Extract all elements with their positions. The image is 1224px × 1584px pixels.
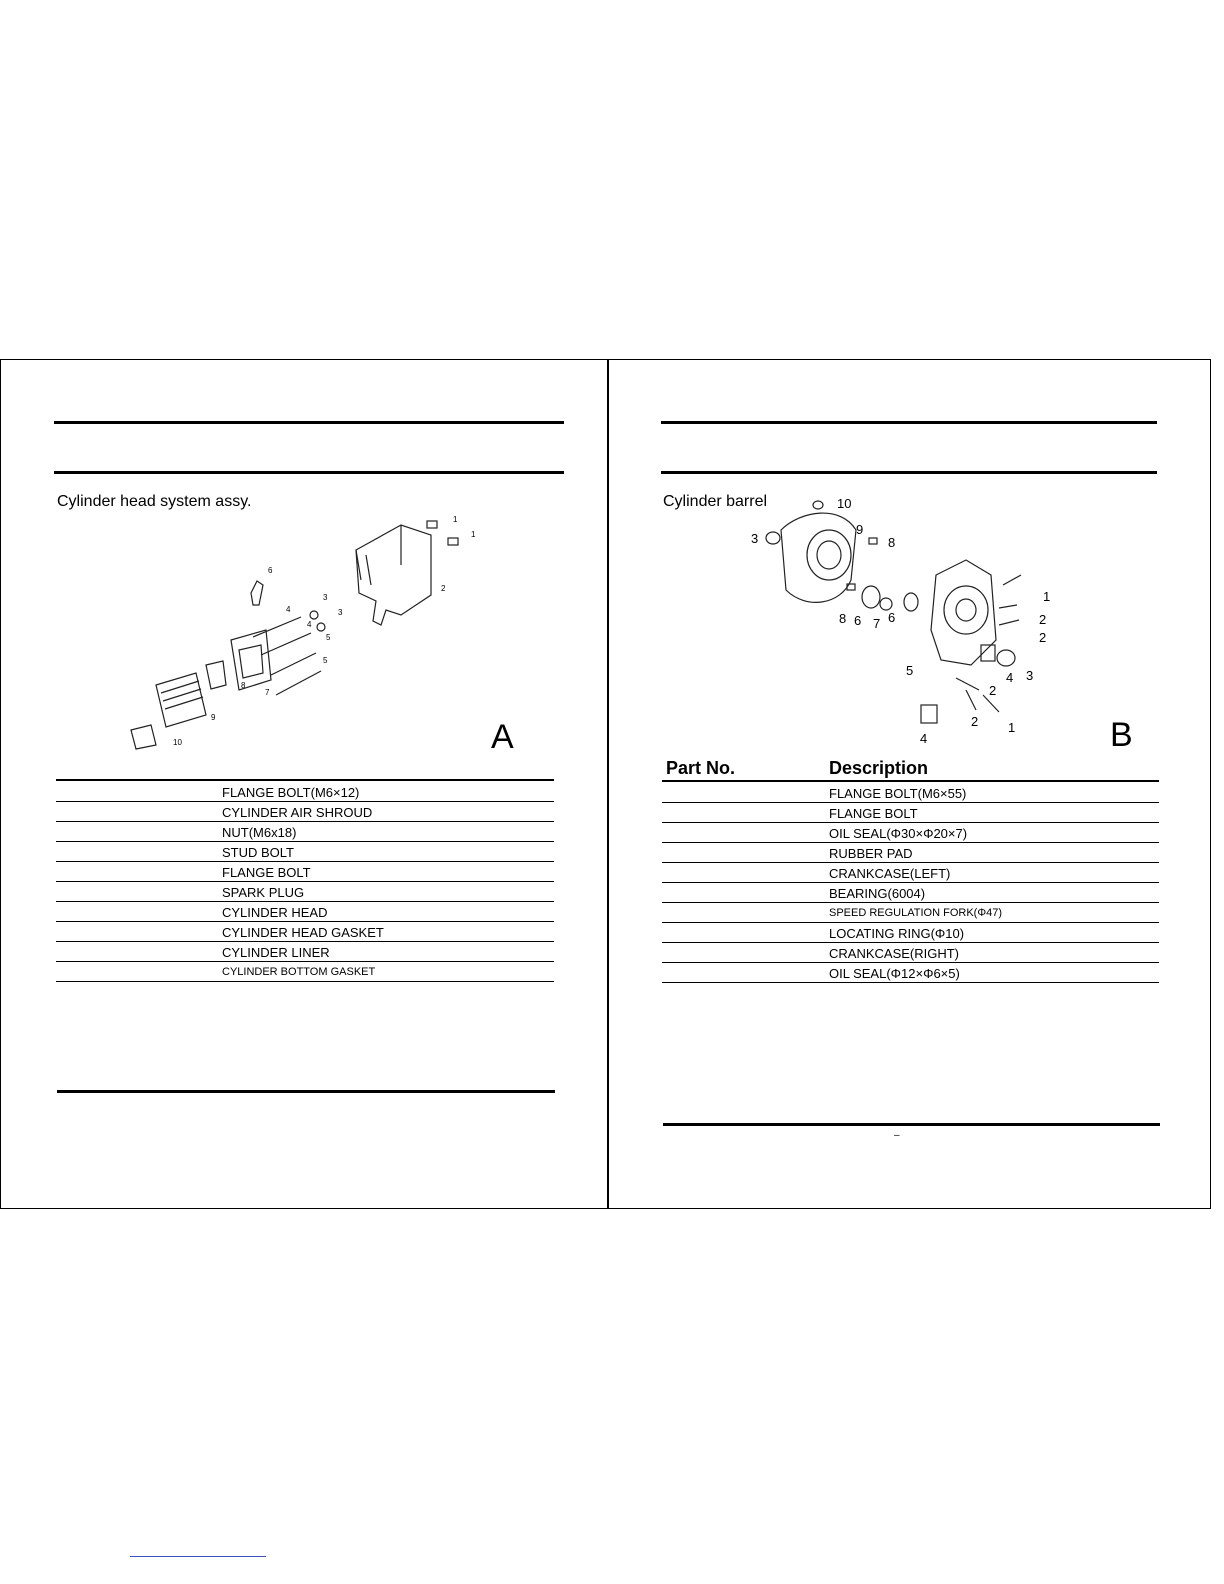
manual-spread [0, 359, 1211, 1209]
cylinder-head-shape [231, 630, 271, 690]
footer-rule [663, 1123, 1160, 1126]
diagram-letter: B [1110, 716, 1133, 754]
oil-seal-shape [766, 532, 780, 544]
svg-text:3: 3 [751, 531, 759, 546]
section-title: Cylinder head system assy. [57, 493, 252, 510]
svg-text:3: 3 [338, 608, 343, 617]
cylinder-head-diagram [111, 505, 491, 750]
header-rule-bottom [54, 471, 564, 474]
svg-text:9: 9 [856, 522, 864, 537]
svg-text:7: 7 [265, 688, 270, 697]
table-row: SPARK PLUG [56, 882, 554, 902]
table-row: CRANKCASE(RIGHT) [662, 943, 1159, 963]
table-row: LOCATING RING(Φ10) [662, 923, 1159, 943]
header-rule-top [54, 421, 564, 424]
svg-text:8: 8 [241, 681, 246, 690]
header-rule-bottom [661, 471, 1157, 474]
table-header [662, 758, 1159, 782]
svg-text:9: 9 [211, 713, 216, 722]
svg-text:2: 2 [441, 584, 446, 593]
footer-link-underline[interactable] [130, 1556, 266, 1557]
header-rule-top [661, 421, 1157, 424]
crankcase-right-shape [931, 560, 996, 665]
svg-text:4: 4 [307, 620, 312, 629]
footer-rule [57, 1090, 555, 1093]
table-row: RUBBER PAD [662, 843, 1159, 863]
table-row: CYLINDER LINER [56, 942, 554, 962]
table-row: NUT(M6x18) [56, 822, 554, 842]
svg-text:2: 2 [1039, 630, 1047, 645]
svg-text:8: 8 [839, 611, 847, 626]
page-mark: – [894, 1130, 900, 1141]
svg-text:5: 5 [326, 633, 331, 642]
table-row: OIL SEAL(Φ30×Φ20×7) [662, 823, 1159, 843]
svg-text:7: 7 [873, 616, 881, 631]
bolt-shape [427, 521, 437, 528]
svg-text:3: 3 [323, 593, 328, 602]
nut-shape [813, 501, 823, 509]
table-row: BEARING(6004) [662, 883, 1159, 903]
diagram-letter: A [491, 718, 514, 756]
svg-text:8: 8 [888, 535, 896, 550]
fork-shape [880, 598, 892, 610]
parts-table [662, 758, 1159, 980]
table-row: OIL SEAL(Φ12×Φ6×5) [662, 963, 1159, 983]
svg-text:2: 2 [971, 714, 979, 729]
table-row: CRANKCASE(LEFT) [662, 863, 1159, 883]
svg-text:3: 3 [1026, 668, 1034, 683]
description-header: Description [829, 758, 929, 778]
svg-text:10: 10 [173, 738, 182, 747]
svg-text:4: 4 [286, 605, 291, 614]
svg-text:5: 5 [323, 656, 328, 665]
table-row: CYLINDER HEAD [56, 902, 554, 922]
svg-text:2: 2 [989, 683, 997, 698]
page-divider [607, 360, 609, 1208]
svg-text:10: 10 [837, 496, 852, 511]
svg-text:1: 1 [471, 530, 476, 539]
bolt-shape [448, 538, 458, 545]
svg-text:6: 6 [888, 610, 896, 625]
table-row: CYLINDER AIR SHROUD [56, 802, 554, 822]
svg-text:6: 6 [268, 566, 273, 575]
svg-text:6: 6 [854, 613, 862, 628]
table-row: STUD BOLT [56, 842, 554, 862]
svg-text:1: 1 [1043, 589, 1051, 604]
table-row: FLANGE BOLT(M6×12) [56, 782, 554, 802]
parts-table [56, 779, 554, 979]
table-top-rule [56, 779, 554, 781]
svg-text:4: 4 [1006, 670, 1014, 685]
bearing-shape [862, 586, 880, 608]
table-row: CYLINDER HEAD GASKET [56, 922, 554, 942]
table-row: CYLINDER BOTTOM GASKET [56, 962, 554, 982]
table-row: FLANGE BOLT [662, 803, 1159, 823]
table-row: SPEED REGULATION FORK(Φ47) [662, 903, 1159, 923]
section-title: Cylinder barrel [663, 493, 768, 510]
table-row: FLANGE BOLT(M6×55) [662, 783, 1159, 803]
svg-text:4: 4 [920, 731, 928, 746]
crankcase-left-shape [781, 513, 856, 602]
locating-ring-shape [869, 538, 877, 544]
cylinder-barrel-diagram [741, 490, 1061, 755]
gasket-shape [206, 661, 226, 689]
spark-plug-shape [251, 581, 263, 605]
svg-text:1: 1 [1008, 720, 1016, 735]
rubber-pad-shape [921, 705, 937, 723]
svg-text:5: 5 [906, 663, 914, 678]
bottom-gasket-shape [131, 725, 156, 749]
svg-text:1: 1 [453, 515, 458, 524]
svg-text:2: 2 [1039, 612, 1047, 627]
part-no-header: Part No. [666, 758, 736, 778]
table-row: FLANGE BOLT [56, 862, 554, 882]
air-shroud-shape [356, 525, 431, 625]
